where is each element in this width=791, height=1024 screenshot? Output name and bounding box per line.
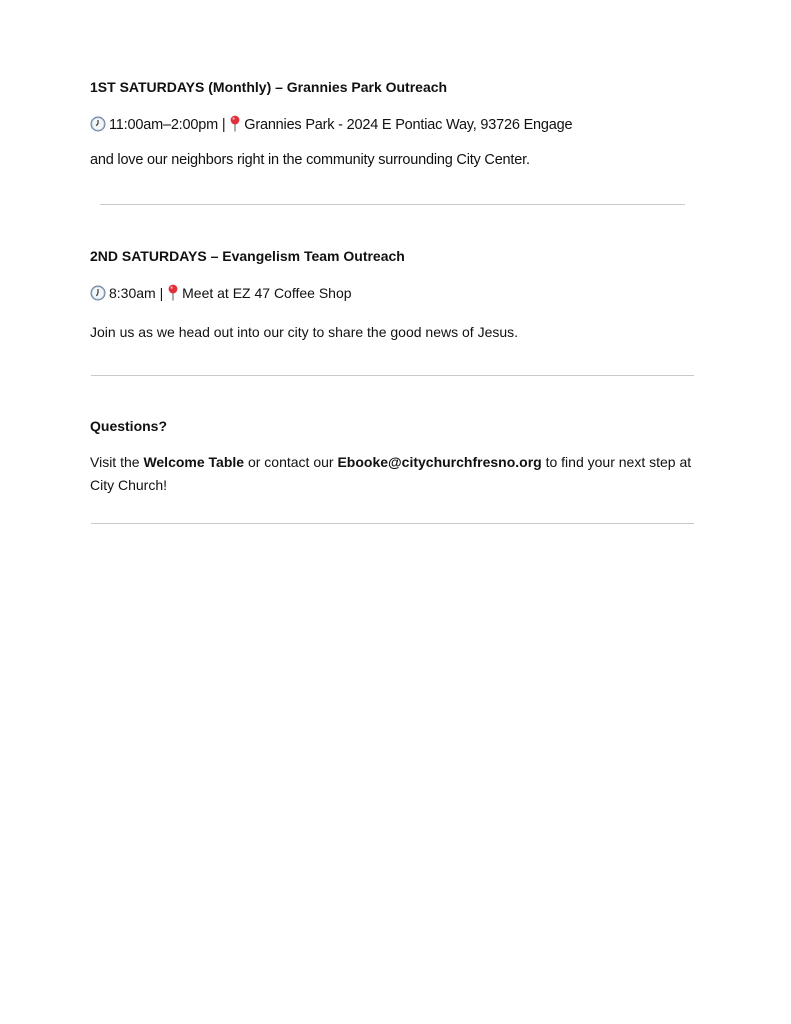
questions-text-before: Visit the <box>90 454 144 470</box>
divider <box>91 523 694 524</box>
section-heading: 2ND SATURDAYS – Evangelism Team Outreach <box>90 248 405 264</box>
event-location: Grannies Park - 2024 E Pontiac Way, 93726 Engage <box>244 117 573 133</box>
event-time: 11:00am–2:00pm <box>109 117 218 133</box>
questions-text-middle: or contact our <box>244 454 338 470</box>
event-location: Meet at EZ 47 Coffee Shop <box>182 285 352 301</box>
map-pin-icon <box>167 284 179 305</box>
section-description <box>90 323 700 341</box>
welcome-table-label: Welcome Table <box>143 454 245 470</box>
event-time: 8:30am <box>109 285 156 301</box>
event-description: and love our neighbors right in the community surrounding City Center. <box>90 152 530 168</box>
section-questions <box>90 417 700 435</box>
clock-icon <box>90 285 106 305</box>
section-heading: 1ST SATURDAYS (Monthly) – Grannies Park Outreach <box>90 79 448 95</box>
clock-icon <box>90 116 106 137</box>
questions-paragraph <box>90 451 700 497</box>
section-second-saturdays <box>90 247 700 265</box>
section-first-saturdays <box>90 78 700 96</box>
event-details-line <box>90 284 700 305</box>
event-details-line <box>90 115 700 137</box>
section-description <box>90 151 700 169</box>
map-pin-icon <box>229 115 241 137</box>
questions-text-after: to find your next step at City Church! <box>90 454 692 493</box>
separator: | <box>159 285 164 301</box>
separator: | <box>221 117 226 133</box>
contact-email: Ebooke@citychurchfresno.org <box>337 454 542 470</box>
divider <box>91 375 694 376</box>
event-description: Join us as we head out into our city to share the good news of Jesus. <box>90 324 519 340</box>
divider <box>100 204 685 205</box>
questions-heading: Questions? <box>90 418 168 434</box>
